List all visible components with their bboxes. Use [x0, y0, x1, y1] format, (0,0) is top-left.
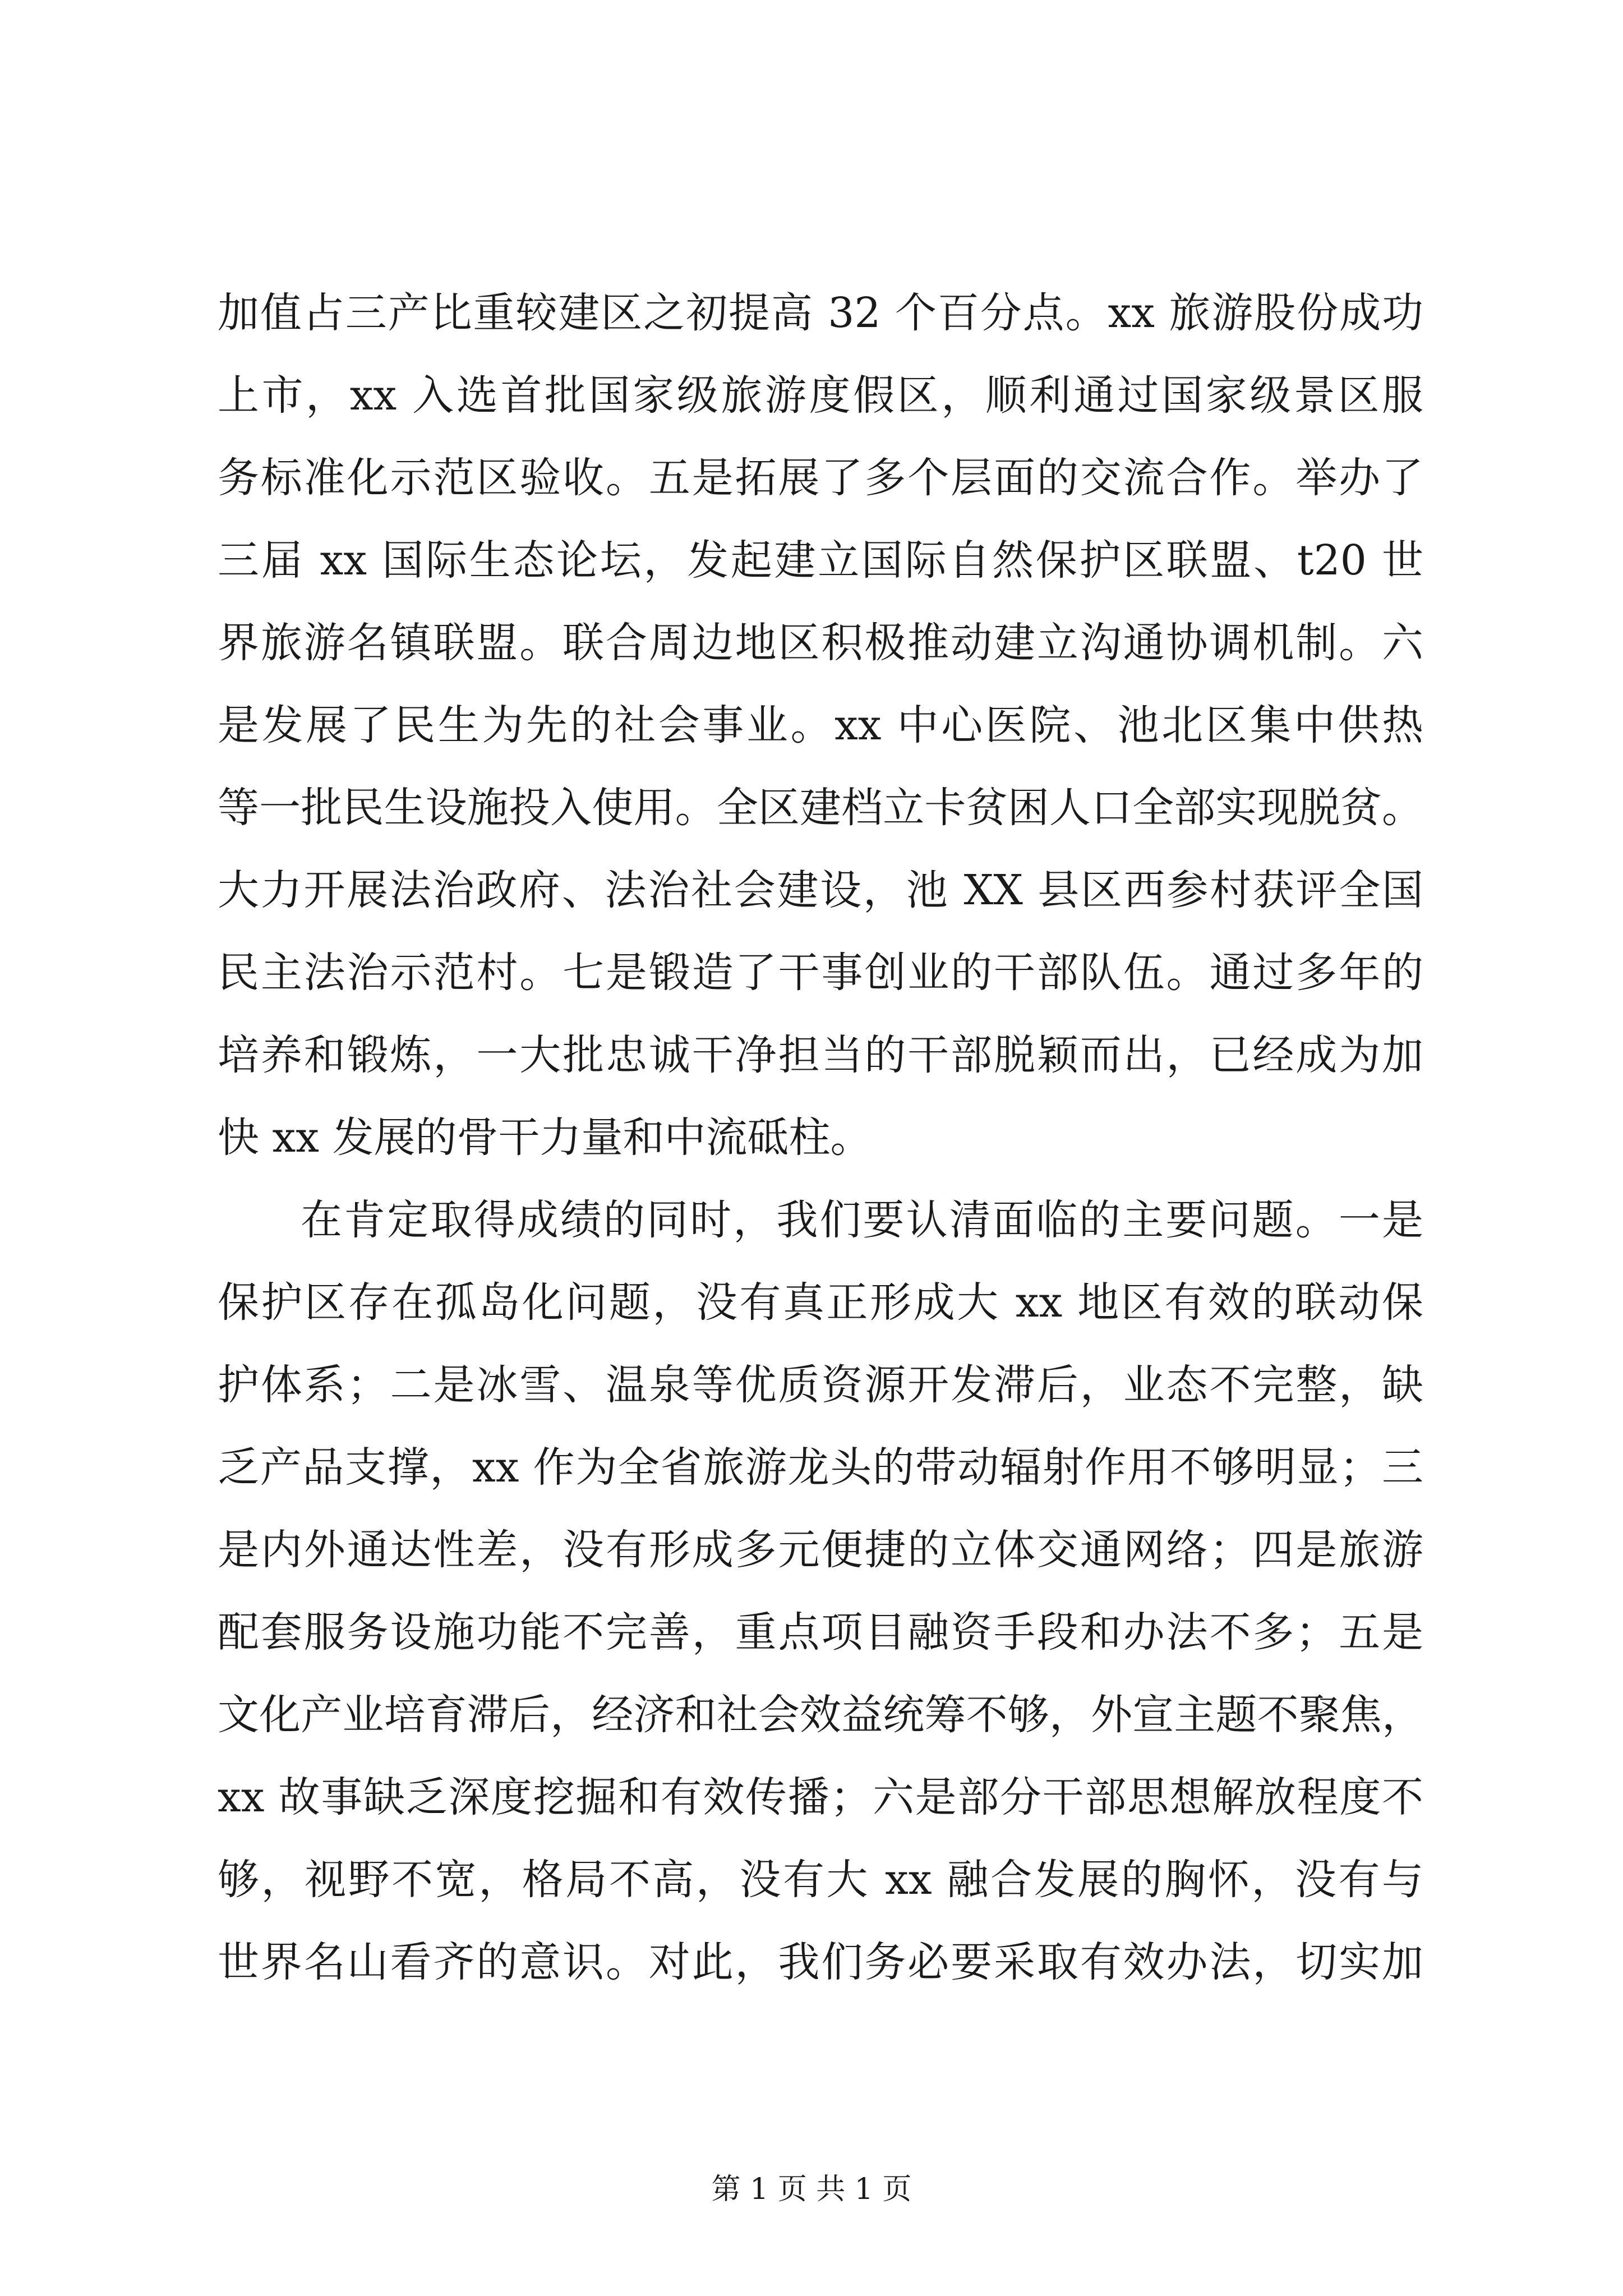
text-line: 是内外通达性差，没有形成多元便捷的立体交通网络；四是旅游: [218, 1526, 1423, 1574]
text-line: 乏产品支撑，xx 作为全省旅游龙头的带动辐射作用不够明显；三: [218, 1443, 1423, 1492]
text-line: 加值占三产比重较建区之初提高 32 个百分点。xx 旅游股份成功: [218, 289, 1423, 337]
text-line: xx 故事缺乏深度挖掘和有效传播；六是部分干部思想解放程度不: [218, 1773, 1423, 1821]
text-line: 护体系；二是冰雪、温泉等优质资源开发滞后，业态不完整，缺: [218, 1361, 1423, 1409]
text-line: 界旅游名镇联盟。联合周边地区积极推动建立沟通协调机制。六: [218, 619, 1423, 667]
text-line: 三届 xx 国际生态论坛，发起建立国际自然保护区联盟、t20 世: [218, 536, 1423, 585]
text-line: 保护区存在孤岛化问题，没有真正形成大 xx 地区有效的联动保: [218, 1278, 1423, 1327]
text-line: 民主法治示范村。七是锻造了干事创业的干部队伍。通过多年的: [218, 949, 1423, 997]
text-line: 大力开展法治政府、法治社会建设，池 XX 县区西参村获评全国: [218, 866, 1423, 914]
text-line: 务标准化示范区验收。五是拓展了多个层面的交流合作。举办了: [218, 454, 1423, 502]
paragraph-first-line: 在肯定取得成绩的同时，我们要认清面临的主要问题。一是: [301, 1196, 1423, 1244]
text-line: 配套服务设施功能不完善，重点项目融资手段和办法不多；五是: [218, 1608, 1423, 1657]
text-line: 世界名山看齐的意识。对此，我们务必要采取有效办法，切实加: [218, 1938, 1423, 1986]
text-line: 上市，xx 入选首批国家级旅游度假区，顺利通过国家级景区服: [218, 371, 1423, 420]
text-line: 快 xx 发展的骨干力量和中流砥柱。: [218, 1114, 872, 1162]
text-line: 是发展了民生为先的社会事业。xx 中心医院、池北区集中供热: [218, 701, 1423, 749]
text-line: 等一批民生设施投入使用。全区建档立卡贫困人口全部实现脱贫。: [218, 784, 1423, 832]
text-line: 文化产业培育滞后，经济和社会效益统筹不够，外宣主题不聚焦，: [218, 1691, 1423, 1739]
text-line: 够，视野不宽，格局不高，没有大 xx 融合发展的胸怀，没有与: [218, 1856, 1423, 1904]
text-line: 培养和锻炼，一大批忠诚干净担当的干部脱颖而出，已经成为加: [218, 1031, 1423, 1079]
page-number-footer: 第 1 页 共 1 页: [711, 2173, 912, 2206]
document-body: [218, 272, 1423, 2004]
